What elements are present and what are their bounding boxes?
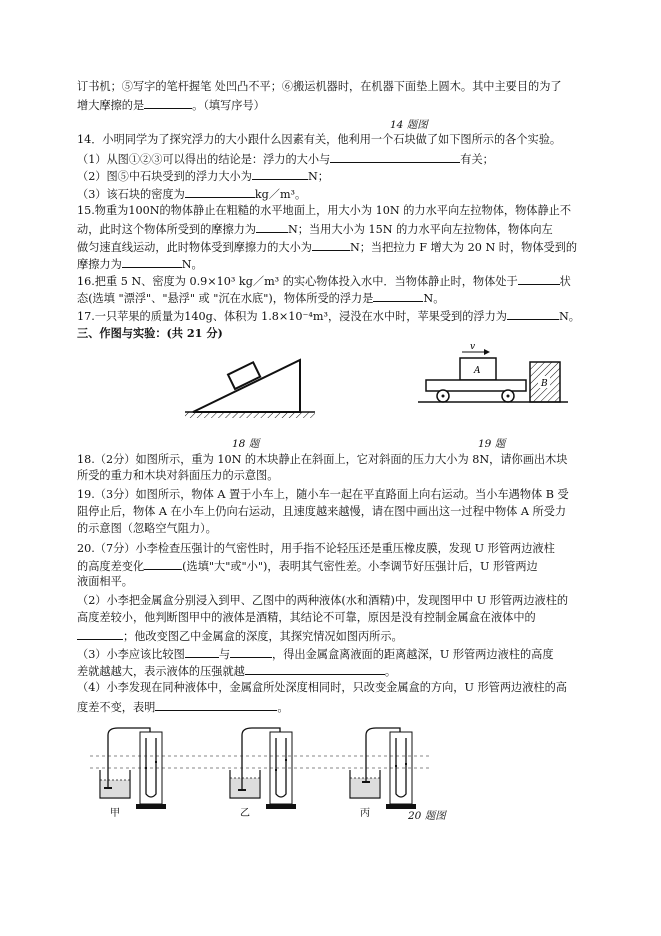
text: 度差不变，表明 (77, 701, 156, 714)
text-line: 液面相平。 (77, 575, 133, 588)
text-line (77, 239, 577, 255)
text-line (77, 221, 553, 237)
answer-blank[interactable] (256, 221, 288, 233)
answer-blank[interactable] (77, 628, 123, 640)
label-a: A (474, 366, 481, 376)
figure-caption: 18 题 (232, 438, 260, 450)
cart-figure (418, 340, 578, 415)
text: N； (307, 170, 329, 183)
label-bing: 丙 (360, 808, 370, 819)
setup-yi (230, 728, 296, 809)
answer-blank[interactable] (122, 256, 182, 268)
text: （3）小李应该比较图 (77, 648, 185, 661)
text-line (77, 558, 538, 574)
section-heading: 三、作图与实验：(共 21 分) (77, 326, 223, 340)
incline-figure (185, 352, 320, 427)
answer-blank[interactable] (144, 558, 182, 570)
text: 差就越越大，表示液体的压强就越 (77, 665, 245, 678)
text: （2）图⑤中石块受到的浮力大小为 (77, 170, 252, 183)
text: 。（填写序号） (192, 99, 265, 112)
answer-blank[interactable] (507, 308, 559, 320)
question-20: 20.（7分）小李检查压强计的气密性时，用手指不论轻压还是重压橡皮膜，发现 U 形管两边液柱 (77, 542, 555, 555)
text-line (77, 151, 494, 167)
answer-blank[interactable] (230, 646, 272, 658)
text: N。 (559, 310, 580, 323)
text: 16.把重 5 N、密度为 0.9×10³ kg／m³ 的实心物体投入水中．当物体静止时，物体处于 (77, 275, 518, 288)
text-line (77, 628, 403, 644)
text-line: 阻停止后，物体 A 在小车上仍向右运动，且速度越来越慢，请在图中画出这一过程中物体 A 所受力 (77, 505, 567, 518)
question-19: 19.（3分）如图所示，物体 A 置于小车上，随小车一起在平直路面上向右运动。当小车遇物体 B 受 (77, 488, 569, 501)
text: 17.一只苹果的质量为140g、体积为 1.8×10⁻⁴m³，浸没在水中时，苹果受到的浮力为 (77, 310, 507, 323)
text: 状 (559, 275, 571, 288)
question-16 (77, 273, 571, 289)
setup-jia (100, 728, 166, 809)
text-line (77, 186, 306, 202)
wood-block (228, 362, 260, 389)
text: 。 (384, 665, 397, 678)
text-line (77, 663, 396, 679)
text: 态(选填 "漂浮"、"悬浮" 或 "沉在水底")，物体所受的浮力是 (77, 292, 374, 305)
text-line (77, 256, 203, 272)
text-line: （4）小李发现在同种液体中，金属盒所处深度相同时，只改变金属盒的方向，U 形管两边液柱的高 (77, 681, 567, 694)
text-line (77, 290, 444, 306)
question-14: 14．小明同学为了探究浮力的大小跟什么因素有关，他利用一个石块做了如下图所示的各个实验。 (77, 133, 562, 146)
label-b: B (541, 379, 548, 389)
text: （3）该石块的密度为 (77, 188, 185, 201)
answer-blank[interactable] (185, 646, 219, 658)
text-line (77, 699, 289, 715)
answer-blank[interactable] (312, 239, 350, 251)
text: 做匀速直线运动，此时物体受到摩擦力的大小为 (77, 241, 312, 254)
text-line (77, 97, 265, 113)
text: N。 (423, 292, 445, 305)
text: 增大摩擦的是 (77, 99, 145, 112)
text: 的高度差变化 (77, 560, 145, 573)
velocity-label: v (470, 342, 476, 352)
text-line: （2）小李把金属盒分别浸入到甲、乙图中的两种液体(水和酒精)中，发现图甲中 U 形管两边液柱的 (77, 594, 569, 607)
answer-blank[interactable] (185, 186, 255, 198)
question-15: 15.物重为100N的物体静止在粗糙的水平地面上，用大小为 10N 的力水平向左拉物体，物体静止不 (77, 204, 572, 217)
text-line: 的示意图（忽略空气阻力）。 (77, 522, 217, 535)
text: 与 (218, 648, 231, 661)
question-18: 18.（2分）如图所示，重为 10N 的木块静止在斜面上，它对斜面的压力大小为 8N，请你画出木块 (77, 453, 568, 466)
answer-blank[interactable] (252, 168, 308, 180)
text: N。 (181, 258, 203, 271)
text: N；当用大小为 15N 的力水平向左拉物体，物体向左 (288, 223, 553, 236)
figure-caption: 19 题 (478, 438, 506, 450)
label-yi: 乙 (240, 808, 250, 819)
question-17 (77, 308, 580, 324)
figure-caption: 20 题图 (408, 810, 446, 822)
text: (选填"大"或"小")，表明其气密性差。小李调节好压强计后，U 形管两边 (182, 560, 538, 573)
text: （1）从图①②③可以得出的结论是：浮力的大小与 (77, 153, 331, 166)
text: 摩擦力为 (77, 258, 122, 271)
answer-blank[interactable] (245, 663, 385, 675)
answer-blank[interactable] (155, 699, 277, 711)
label-jia: 甲 (110, 808, 120, 819)
answer-blank[interactable] (518, 273, 560, 285)
text: 动，此时这个物体所受到的摩擦力为 (77, 223, 257, 236)
text: ，得出金属盒离液面的距离越深，U 形管两边液柱的高度 (272, 648, 554, 661)
answer-blank[interactable] (373, 290, 423, 302)
text: 。 (277, 701, 289, 714)
answer-blank[interactable] (144, 97, 192, 109)
text: 有关； (460, 153, 494, 166)
setup-bing (350, 728, 416, 809)
text-line: 所受的重力和木块对斜面压力的示意图。 (77, 469, 279, 482)
cart-body (426, 380, 526, 391)
text-line: 高度差较小，他判断图甲中的液体是酒精，其结论不可靠，原因是没有控制金属盒在液体中的 (77, 611, 536, 624)
text-line (77, 646, 554, 662)
answer-blank[interactable] (330, 151, 460, 163)
text: N；当把拉力 F 增大为 20 N 时，物体受到的 (349, 241, 578, 254)
figure-caption: 14 题图 (390, 119, 428, 131)
text: ；他改变图乙中金属盒的深度，其探究情况如图丙所示。 (123, 630, 403, 643)
ground-hatch (185, 412, 315, 418)
text-line: 订书机；⑤写字的笔杆握笔 处凹凸不平；⑥搬运机器时，在机器下面垫上圆木。其中主要目的为了 (77, 80, 562, 93)
text-line (77, 168, 329, 184)
text: kg／m³。 (254, 188, 307, 201)
pressure-gauge-figure (90, 720, 470, 820)
